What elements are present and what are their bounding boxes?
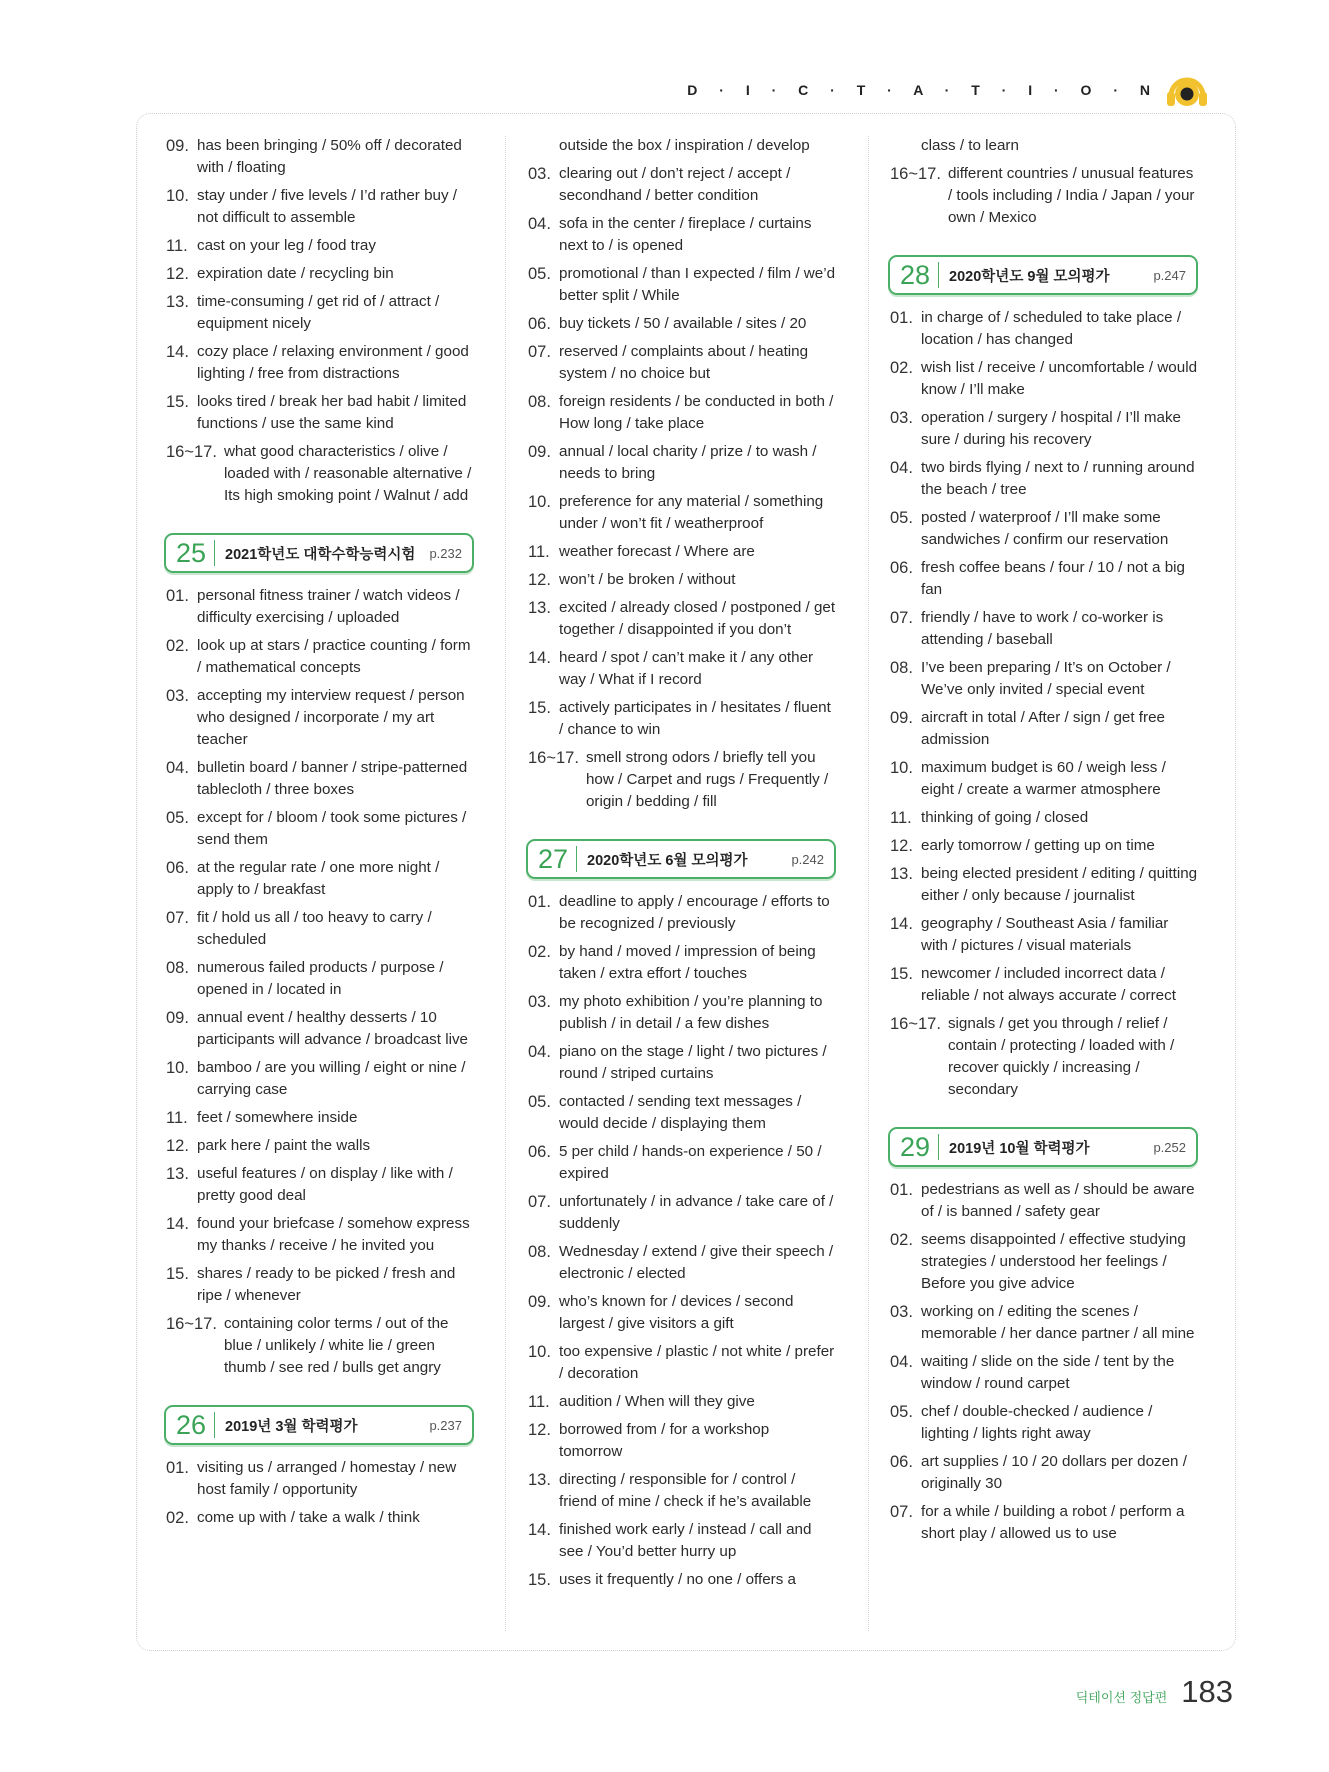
item-text: directing / responsible for / control / friend of mine / check if he’s available bbox=[559, 1471, 812, 1510]
item-text: bulletin board / banner / stripe-patterned tablecloth / three boxes bbox=[197, 759, 468, 798]
item-text: actively participates in / hesitates / fluent / chance to win bbox=[559, 699, 831, 738]
answer-item bbox=[890, 707, 1198, 751]
item-number: 03. bbox=[528, 993, 551, 1011]
item-list bbox=[890, 307, 1198, 1101]
item-number: 09. bbox=[528, 443, 551, 461]
answer-item bbox=[528, 313, 836, 335]
section-page-ref: p.252 bbox=[1153, 1139, 1186, 1155]
item-number: 06. bbox=[528, 1143, 551, 1161]
item-number: 11. bbox=[528, 1393, 550, 1411]
item-text: clearing out / don’t reject / accept / secondhand / better condition bbox=[559, 165, 791, 204]
item-number: 02. bbox=[166, 1509, 189, 1527]
item-number: 08. bbox=[890, 659, 913, 677]
item-text: smell strong odors / briefly tell you how / Carpet and rugs / Frequently / origin / bedding / fill bbox=[585, 749, 829, 810]
answer-item bbox=[166, 391, 474, 435]
item-number: 13. bbox=[166, 1165, 189, 1183]
item-text: fresh coffee beans / four / 10 / not a big fan bbox=[921, 559, 1185, 598]
answer-item bbox=[528, 747, 836, 813]
item-text: buy tickets / 50 / available / sites / 20 bbox=[559, 315, 807, 332]
item-number: 16~17. bbox=[166, 1315, 217, 1333]
item-number: 05. bbox=[528, 265, 551, 283]
answer-item bbox=[528, 647, 836, 691]
item-number: 13. bbox=[528, 599, 551, 617]
item-text: foreign residents / be conducted in both / How long / take place bbox=[559, 393, 834, 432]
item-number: 16~17. bbox=[890, 1015, 941, 1033]
answer-item bbox=[166, 263, 474, 285]
answer-item bbox=[166, 585, 474, 629]
answer-item bbox=[166, 235, 474, 257]
item-text: time-consuming / get rid of / attract / equipment nicely bbox=[197, 293, 440, 332]
item-number: 15. bbox=[528, 1571, 551, 1589]
item-number: 05. bbox=[890, 509, 913, 527]
answer-item bbox=[528, 569, 836, 591]
answer-item bbox=[528, 991, 836, 1035]
answer-item bbox=[890, 357, 1198, 401]
item-text: I’ve been preparing / It’s on October / We’ve only invited / special event bbox=[921, 659, 1171, 698]
answer-item bbox=[528, 491, 836, 535]
item-number: 09. bbox=[528, 1293, 551, 1311]
item-list bbox=[166, 585, 474, 1379]
answer-item bbox=[528, 263, 836, 307]
item-number: 16~17. bbox=[528, 749, 579, 767]
answer-item bbox=[166, 807, 474, 851]
item-text: Wednesday / extend / give their speech / electronic / elected bbox=[559, 1243, 834, 1282]
item-text: 5 per child / hands-on experience / 50 / expired bbox=[559, 1143, 822, 1182]
item-text: friendly / have to work / co-worker is attending / baseball bbox=[921, 609, 1164, 648]
item-text: being elected president / editing / quitting either / only because / journalist bbox=[921, 865, 1198, 904]
item-number: 05. bbox=[528, 1093, 551, 1111]
section-header-28 bbox=[888, 255, 1198, 295]
item-number: 07. bbox=[528, 343, 551, 361]
item-text: has been bringing / 50% off / decorated with / floating bbox=[197, 137, 462, 176]
item-text: different countries / unusual features / tools including / India / Japan / your own / Mexico bbox=[947, 165, 1195, 226]
item-number: 13. bbox=[166, 293, 189, 311]
item-number: 04. bbox=[890, 1353, 913, 1371]
answer-item bbox=[890, 863, 1198, 907]
answer-item bbox=[528, 1291, 836, 1335]
item-number: 13. bbox=[890, 865, 913, 883]
answer-item bbox=[890, 607, 1198, 651]
item-text: what good characteristics / olive / loaded with / reasonable alternative / Its high smoking point / Walnut / add bbox=[223, 443, 472, 504]
answer-item bbox=[528, 1519, 836, 1563]
answer-item bbox=[528, 541, 836, 563]
answer-item bbox=[166, 1213, 474, 1257]
item-text: cozy place / relaxing environment / good lighting / free from distractions bbox=[197, 343, 469, 382]
item-text: signals / get you through / relief / contain / protecting / loaded with / recover quickly / increasing / secondary bbox=[947, 1015, 1175, 1098]
item-text: pedestrians as well as / should be aware of / is banned / safety gear bbox=[921, 1181, 1195, 1220]
answer-item bbox=[528, 213, 836, 257]
item-number: 16~17. bbox=[166, 443, 217, 461]
answer-item bbox=[528, 941, 836, 985]
answer-item bbox=[528, 1341, 836, 1385]
item-text: park here / paint the walls bbox=[197, 1137, 371, 1154]
answer-item bbox=[528, 391, 836, 435]
item-number: 08. bbox=[166, 959, 189, 977]
item-text: at the regular rate / one more night / apply to / breakfast bbox=[197, 859, 440, 898]
item-text: art supplies / 10 / 20 dollars per dozen / originally 30 bbox=[921, 1453, 1187, 1492]
section-header-25 bbox=[164, 533, 474, 573]
item-number: 10. bbox=[528, 1343, 551, 1361]
item-number: 16~17. bbox=[890, 165, 941, 183]
item-text: annual / local charity / prize / to wash / needs to bring bbox=[559, 443, 817, 482]
item-text: thinking of going / closed bbox=[921, 809, 1089, 826]
item-number: 02. bbox=[166, 637, 189, 655]
answer-item bbox=[890, 507, 1198, 551]
section-header-27 bbox=[526, 839, 836, 879]
item-text: fit / hold us all / too heavy to carry / scheduled bbox=[197, 909, 432, 948]
answer-item bbox=[890, 1501, 1198, 1545]
item-text: working on / editing the scenes / memorable / her dance partner / all mine bbox=[921, 1303, 1195, 1342]
item-number: 08. bbox=[528, 1243, 551, 1261]
answer-item bbox=[890, 1451, 1198, 1495]
item-text: personal fitness trainer / watch videos / difficulty exercising / uploaded bbox=[197, 587, 460, 626]
answer-item bbox=[890, 835, 1198, 857]
section-number: 27 bbox=[538, 846, 577, 872]
section-number: 29 bbox=[900, 1134, 939, 1160]
item-number: 14. bbox=[528, 649, 551, 667]
column-divider bbox=[868, 136, 869, 1631]
item-text: my photo exhibition / you’re planning to publish / in detail / a few dishes bbox=[559, 993, 823, 1032]
item-number: 10. bbox=[890, 759, 913, 777]
item-number: 04. bbox=[890, 459, 913, 477]
answer-item bbox=[166, 341, 474, 385]
item-text: who’s known for / devices / second largest / give visitors a gift bbox=[559, 1293, 794, 1332]
item-text: annual event / healthy desserts / 10 participants will advance / broadcast live bbox=[197, 1009, 468, 1048]
answer-item bbox=[528, 1091, 836, 1135]
item-number: 05. bbox=[890, 1403, 913, 1421]
item-text: won’t / be broken / without bbox=[559, 571, 736, 588]
item-text: two birds flying / next to / running around the beach / tree bbox=[921, 459, 1195, 498]
item-text: audition / When will they give bbox=[559, 1393, 755, 1410]
answer-item bbox=[528, 697, 836, 741]
item-text: come up with / take a walk / think bbox=[197, 1509, 420, 1526]
item-number: 01. bbox=[890, 309, 913, 327]
answer-item bbox=[528, 891, 836, 935]
answer-item bbox=[166, 635, 474, 679]
item-text: look up at stars / practice counting / form / mathematical concepts bbox=[197, 637, 471, 676]
answer-item bbox=[528, 1191, 836, 1235]
answer-item bbox=[166, 1057, 474, 1101]
answer-item bbox=[890, 163, 1198, 229]
item-number: 12. bbox=[528, 571, 551, 589]
item-number: 12. bbox=[166, 265, 189, 283]
section-page-ref: p.232 bbox=[429, 545, 462, 561]
item-number: 10. bbox=[166, 1059, 189, 1077]
item-text: newcomer / included incorrect data / reliable / not always accurate / correct bbox=[921, 965, 1176, 1004]
item-text: waiting / slide on the side / tent by the window / round carpet bbox=[921, 1353, 1175, 1392]
answer-item bbox=[890, 557, 1198, 601]
section-page-ref: p.237 bbox=[429, 1417, 462, 1433]
answer-item bbox=[890, 963, 1198, 1007]
item-text: accepting my interview request / person who designed / incorporate / my art teacher bbox=[197, 687, 465, 748]
item-list bbox=[890, 163, 1198, 229]
answer-item bbox=[166, 757, 474, 801]
answer-item bbox=[166, 1507, 474, 1529]
item-number: 15. bbox=[166, 393, 189, 411]
answer-item bbox=[528, 1391, 836, 1413]
item-number: 01. bbox=[166, 587, 189, 605]
item-number: 03. bbox=[166, 687, 189, 705]
item-text: reserved / complaints about / heating system / no choice but bbox=[559, 343, 809, 382]
item-number: 14. bbox=[890, 915, 913, 933]
section-title: 2020학년도 6월 모의평가 bbox=[587, 852, 748, 869]
item-text: deadline to apply / encourage / efforts to be recognized / previously bbox=[559, 893, 830, 932]
item-number: 11. bbox=[166, 237, 188, 255]
answer-item bbox=[890, 407, 1198, 451]
item-text: uses it frequently / no one / offers a bbox=[559, 1571, 796, 1588]
headphone-icon bbox=[1165, 70, 1209, 110]
section-title: 2020학년도 9월 모의평가 bbox=[949, 268, 1110, 285]
item-number: 05. bbox=[166, 809, 189, 827]
answer-item bbox=[166, 1163, 474, 1207]
section-title: 2019년 3월 학력평가 bbox=[225, 1418, 358, 1435]
answer-item bbox=[166, 1135, 474, 1157]
column-3 bbox=[890, 135, 1198, 1551]
item-number: 01. bbox=[528, 893, 551, 911]
answer-item bbox=[166, 291, 474, 335]
item-text: excited / already closed / postponed / get together / disappointed if you don’t bbox=[559, 599, 836, 638]
answer-item bbox=[890, 307, 1198, 351]
column-2 bbox=[528, 135, 836, 1597]
item-text: posted / waterproof / I’ll make some sandwiches / confirm our reservation bbox=[921, 509, 1169, 548]
item-number: 01. bbox=[890, 1181, 913, 1199]
item-number: 06. bbox=[528, 315, 551, 333]
item-number: 14. bbox=[528, 1521, 551, 1539]
answer-item bbox=[166, 185, 474, 229]
answer-item bbox=[528, 1469, 836, 1513]
item-number: 11. bbox=[890, 809, 912, 827]
item-number: 03. bbox=[890, 1303, 913, 1321]
item-number: 08. bbox=[528, 393, 551, 411]
continued-text: outside the box / inspiration / develop bbox=[559, 137, 810, 154]
answer-item bbox=[528, 441, 836, 485]
item-text: stay under / five levels / I’d rather buy / not difficult to assemble bbox=[197, 187, 457, 226]
item-text: useful features / on display / like with / pretty good deal bbox=[197, 1165, 453, 1204]
page-number: 183 bbox=[1181, 1674, 1233, 1709]
answer-item bbox=[890, 1229, 1198, 1295]
item-number: 02. bbox=[890, 1231, 913, 1249]
item-number: 04. bbox=[528, 1043, 551, 1061]
page-footer bbox=[1076, 1674, 1233, 1710]
item-text: except for / bloom / took some pictures / send them bbox=[197, 809, 467, 848]
answer-item bbox=[528, 597, 836, 641]
item-text: looks tired / break her bad habit / limited functions / use the same kind bbox=[197, 393, 467, 432]
item-text: numerous failed products / purpose / opened in / located in bbox=[197, 959, 444, 998]
answer-item bbox=[528, 163, 836, 207]
item-number: 14. bbox=[166, 343, 189, 361]
item-text: containing color terms / out of the blue / unlikely / white lie / green thumb / see red / bulls get angry bbox=[223, 1315, 449, 1376]
section-number: 26 bbox=[176, 1412, 215, 1438]
section-page-ref: p.242 bbox=[791, 851, 824, 867]
answer-item bbox=[890, 457, 1198, 501]
item-number: 06. bbox=[890, 559, 913, 577]
section-number: 28 bbox=[900, 262, 939, 288]
item-list bbox=[890, 1179, 1198, 1545]
item-list bbox=[166, 1457, 474, 1529]
item-text: sofa in the center / fireplace / curtains next to / is opened bbox=[559, 215, 812, 254]
answer-item bbox=[890, 1401, 1198, 1445]
item-list bbox=[528, 891, 836, 1591]
answer-item bbox=[890, 1013, 1198, 1101]
column-1 bbox=[166, 135, 474, 1535]
item-number: 11. bbox=[528, 543, 550, 561]
answer-item bbox=[890, 657, 1198, 701]
item-number: 03. bbox=[890, 409, 913, 427]
item-text: too expensive / plastic / not white / prefer / decoration bbox=[559, 1343, 835, 1382]
footer-label: 딕테이션 정답편 bbox=[1075, 1690, 1168, 1705]
column-divider bbox=[505, 136, 506, 1631]
item-number: 07. bbox=[890, 1503, 913, 1521]
answer-item bbox=[166, 1313, 474, 1379]
section-page-ref: p.247 bbox=[1153, 267, 1186, 283]
answer-item bbox=[166, 957, 474, 1001]
answer-item bbox=[528, 1569, 836, 1591]
item-text: feet / somewhere inside bbox=[197, 1109, 358, 1126]
item-number: 06. bbox=[890, 1453, 913, 1471]
item-text: preference for any material / something under / won’t fit / weatherproof bbox=[559, 493, 824, 532]
item-number: 07. bbox=[166, 909, 189, 927]
answer-item bbox=[890, 757, 1198, 801]
item-text: borrowed from / for a workshop tomorrow bbox=[559, 1421, 770, 1460]
answer-item bbox=[166, 135, 474, 179]
section-header-26 bbox=[164, 1405, 474, 1445]
page-header bbox=[687, 70, 1209, 110]
item-text: cast on your leg / food tray bbox=[197, 237, 376, 254]
item-number: 12. bbox=[890, 837, 913, 855]
item-text: bamboo / are you willing / eight or nine / carrying case bbox=[197, 1059, 466, 1098]
section-number: 25 bbox=[176, 540, 215, 566]
item-text: in charge of / scheduled to take place / location / has changed bbox=[921, 309, 1182, 348]
item-text: by hand / moved / impression of being taken / extra effort / touches bbox=[559, 943, 816, 982]
item-text: unfortunately / in advance / take care of / suddenly bbox=[559, 1193, 834, 1232]
section-header-29 bbox=[888, 1127, 1198, 1167]
item-text: operation / surgery / hospital / I’ll make sure / during his recovery bbox=[921, 409, 1181, 448]
item-number: 14. bbox=[166, 1215, 189, 1233]
item-text: contacted / sending text messages / would decide / displaying them bbox=[559, 1093, 802, 1132]
header-title: D · I · C · T · A · T · I · O · N bbox=[687, 82, 1159, 98]
item-number: 13. bbox=[528, 1471, 551, 1489]
item-text: found your briefcase / somehow express my thanks / receive / he invited you bbox=[197, 1215, 470, 1254]
answer-item bbox=[528, 1041, 836, 1085]
section-title: 2021학년도 대학수학능력시험 bbox=[225, 546, 416, 563]
answer-item bbox=[890, 913, 1198, 957]
answer-item bbox=[166, 1107, 474, 1129]
item-text: heard / spot / can’t make it / any other way / What if I record bbox=[559, 649, 814, 688]
item-number: 07. bbox=[528, 1193, 551, 1211]
item-text: wish list / receive / uncomfortable / would know / I’ll make bbox=[921, 359, 1198, 398]
item-number: 15. bbox=[528, 699, 551, 717]
item-number: 06. bbox=[166, 859, 189, 877]
item-number: 11. bbox=[166, 1109, 188, 1127]
item-text: seems disappointed / effective studying strategies / understood her feelings / Before you give advice bbox=[921, 1231, 1186, 1292]
item-text: chef / double-checked / audience / lighting / lights right away bbox=[921, 1403, 1153, 1442]
item-text: early tomorrow / getting up on time bbox=[921, 837, 1155, 854]
answer-item bbox=[528, 1419, 836, 1463]
answer-item bbox=[890, 807, 1198, 829]
answer-item bbox=[166, 685, 474, 751]
answer-item bbox=[890, 1301, 1198, 1345]
answer-item bbox=[890, 1351, 1198, 1395]
item-number: 12. bbox=[528, 1421, 551, 1439]
answer-item bbox=[528, 1241, 836, 1285]
answer-item bbox=[166, 1263, 474, 1307]
item-text: promotional / than I expected / film / we’d better split / While bbox=[559, 265, 836, 304]
item-text: visiting us / arranged / homestay / new host family / opportunity bbox=[197, 1459, 457, 1498]
item-number: 10. bbox=[166, 187, 189, 205]
continued-text: class / to learn bbox=[921, 137, 1019, 154]
item-number: 04. bbox=[528, 215, 551, 233]
item-text: for a while / building a robot / perform a short play / allowed us to use bbox=[921, 1503, 1185, 1542]
item-number: 15. bbox=[166, 1265, 189, 1283]
answer-item bbox=[528, 1141, 836, 1185]
item-text: aircraft in total / After / sign / get free admission bbox=[921, 709, 1165, 748]
item-text: maximum budget is 60 / weigh less / eight / create a warmer atmosphere bbox=[921, 759, 1166, 798]
item-text: finished work early / instead / call and see / You’d better hurry up bbox=[559, 1521, 812, 1560]
item-number: 02. bbox=[528, 943, 551, 961]
item-number: 12. bbox=[166, 1137, 189, 1155]
item-list bbox=[528, 163, 836, 813]
item-text: expiration date / recycling bin bbox=[197, 265, 394, 282]
item-text: piano on the stage / light / two pictures / round / striped curtains bbox=[559, 1043, 827, 1082]
item-text: weather forecast / Where are bbox=[559, 543, 755, 560]
item-text: geography / Southeast Asia / familiar with / pictures / visual materials bbox=[921, 915, 1169, 954]
item-list bbox=[166, 135, 474, 507]
item-number: 07. bbox=[890, 609, 913, 627]
answer-item bbox=[166, 1457, 474, 1501]
section-title: 2019년 10월 학력평가 bbox=[949, 1140, 1090, 1157]
answer-item bbox=[890, 1179, 1198, 1223]
answer-item bbox=[166, 441, 474, 507]
answer-item bbox=[166, 907, 474, 951]
answer-item bbox=[166, 1007, 474, 1051]
item-text: shares / ready to be picked / fresh and ripe / whenever bbox=[197, 1265, 456, 1304]
item-number: 04. bbox=[166, 759, 189, 777]
item-number: 09. bbox=[166, 137, 189, 155]
answer-item bbox=[166, 857, 474, 901]
item-number: 02. bbox=[890, 359, 913, 377]
item-number: 09. bbox=[890, 709, 913, 727]
item-number: 03. bbox=[528, 165, 551, 183]
item-number: 15. bbox=[890, 965, 913, 983]
answer-item bbox=[528, 341, 836, 385]
item-number: 01. bbox=[166, 1459, 189, 1477]
item-number: 09. bbox=[166, 1009, 189, 1027]
item-number: 10. bbox=[528, 493, 551, 511]
